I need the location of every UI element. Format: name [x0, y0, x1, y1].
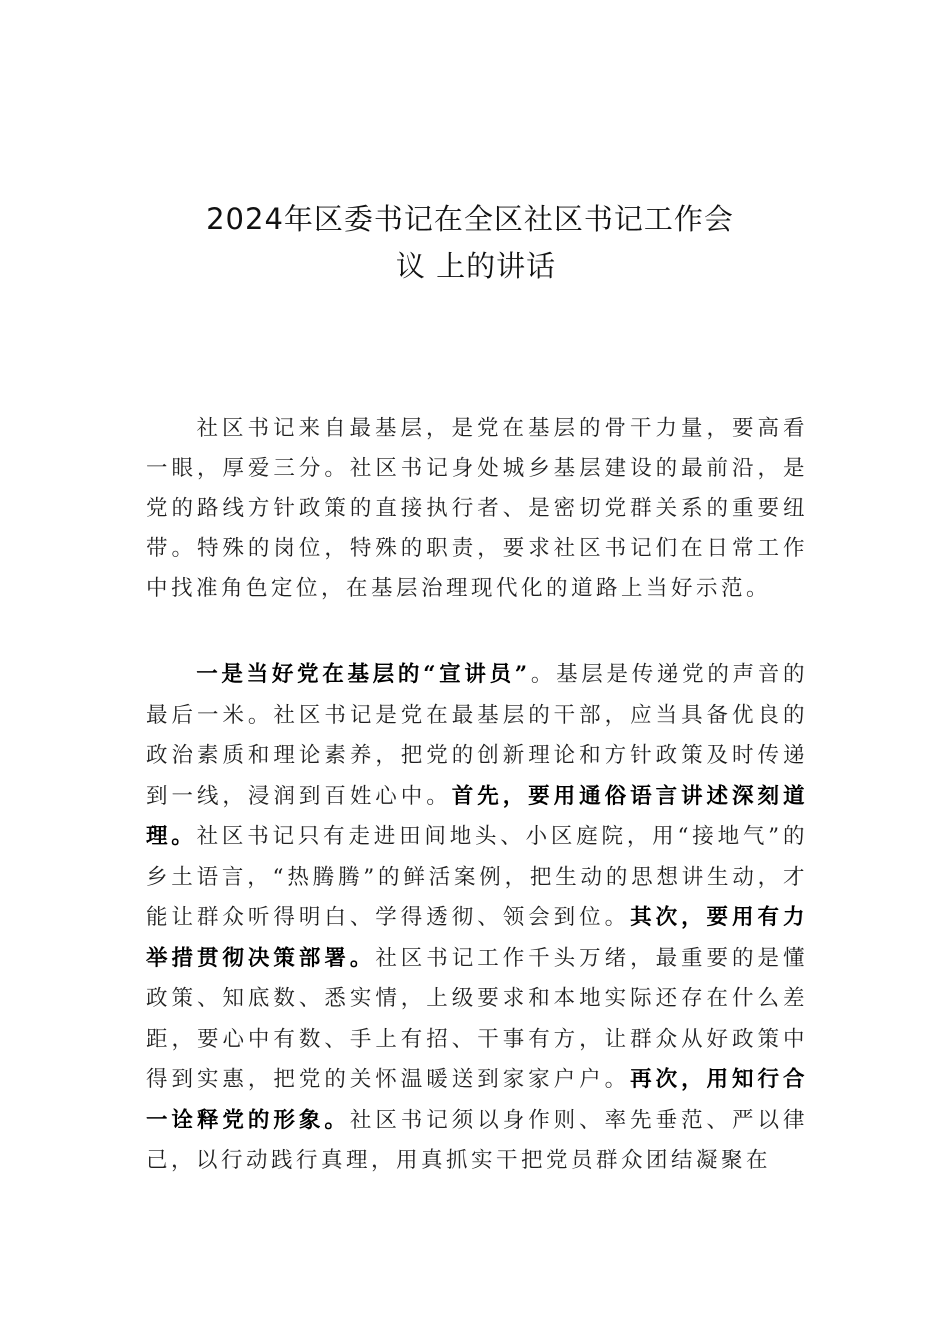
point-heading: 一是当好党在基层的“宣讲员” — [196, 662, 531, 687]
document-title — [140, 196, 800, 290]
point-text-4: 社区书记须以身作则、率先垂范、严以律己，以行动践行真理，用真抓实干把党员群众团结凝聚在 — [146, 1107, 808, 1173]
title-line-2: 议 上的讲话 — [395, 249, 557, 283]
title-line-1: 2024年区委书记在全区社区书记工作会 — [206, 202, 734, 236]
point-text-1: 。基层是传递党的声音的最后一米。社区书记是党在最基层的干部，应当具备优良的政治素质和理论素养，把党的创新理论和方针政策及时传递到一线，浸润到百姓心中。 — [146, 662, 808, 809]
point-text-2: 社区书记只有走进田间地头、小区庭院，用“接地气”的乡土语言，“热腾腾”的鲜活案例，把生动的思想讲生动，才能让群众听得明白、学得透彻、领会到位。 — [146, 824, 808, 930]
point-text-3: 社区书记工作千头万绪，最重要的是懂政策、知底数、悉实情，上级要求和本地实际还存在什么差距，要心中有数、手上有招、干事有方，让群众从好政策中得到实惠，把党的关怀温暖送到家家户户。 — [146, 945, 808, 1092]
subpoint-heading-second: 其次，要用有力举措贯彻决策部署。 — [146, 905, 808, 971]
paragraph-first-point — [146, 655, 808, 1182]
paragraph-intro-text: 社区书记来自最基层，是党在基层的骨干力量，要高看一眼，厚爱三分。社区书记身处城乡基层建设的最前沿，是党的路线方针政策的直接执行者、是密切党群关系的重要纽带。特殊的岗位，特殊的职责，要求社区书记们在日常工作中找准角色定位，在基层治理现代化的道路上当好示范。 — [146, 416, 808, 601]
subpoint-heading-first: 首先，要用通俗语言讲述深刻道理。 — [146, 783, 808, 849]
subpoint-heading-third: 再次，用知行合一诠释党的形象。 — [146, 1067, 808, 1133]
paragraph-intro — [146, 409, 808, 609]
